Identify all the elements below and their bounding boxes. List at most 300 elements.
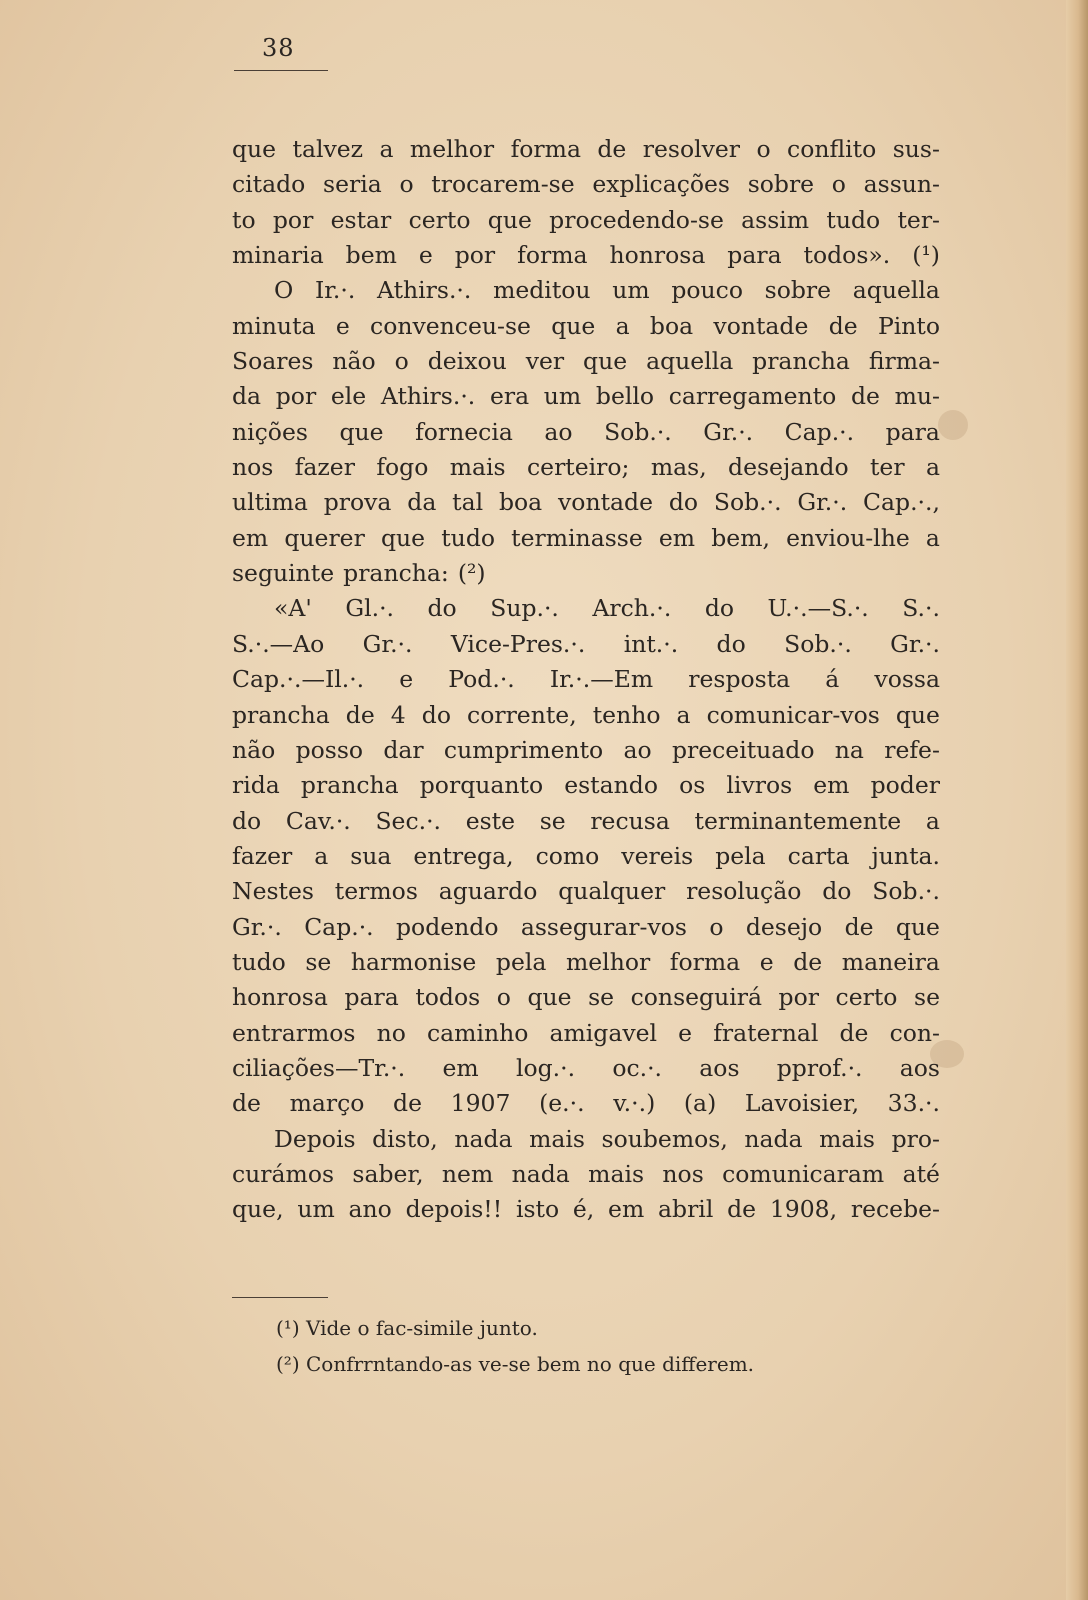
word: pela (495, 947, 547, 976)
text-line (232, 556, 940, 591)
footnotes (276, 1310, 754, 1382)
word: nada (454, 1124, 513, 1153)
text-line (232, 379, 940, 414)
word: termos (334, 877, 418, 906)
text-line (232, 521, 940, 556)
word: Gr.·. (232, 912, 282, 941)
word: Cap.·.—Il.·. (232, 665, 365, 694)
word: Sob.·. (604, 417, 672, 446)
word: resolver (642, 135, 741, 163)
word: seria (323, 170, 382, 199)
word: preceituado (671, 735, 815, 764)
text-line (232, 1086, 940, 1121)
word: de (393, 1089, 422, 1118)
word: da (232, 382, 262, 411)
word: oc.·. (612, 1053, 663, 1082)
word: recebe- (850, 1195, 940, 1224)
word: to (232, 205, 256, 234)
word: do (716, 629, 746, 658)
word: prancha (752, 347, 850, 376)
word: á (825, 665, 840, 694)
word: não (332, 347, 376, 376)
word: (a) (683, 1089, 717, 1118)
word: em (608, 1195, 645, 1224)
word: e (399, 665, 414, 694)
word: S.·.—Ao (232, 629, 325, 658)
word: deixou (427, 347, 507, 376)
word: desejando (728, 453, 849, 482)
text-line (232, 698, 940, 733)
word: do (232, 806, 262, 835)
word: corrente, (467, 700, 577, 729)
word: ter (869, 453, 905, 482)
word: para (344, 983, 399, 1012)
word: log.·. (515, 1053, 576, 1082)
word: ultima (232, 488, 308, 517)
word: rida (232, 771, 280, 800)
word: a (925, 453, 940, 482)
word: o (394, 347, 409, 376)
word: por (275, 382, 317, 411)
word: minuta (232, 311, 316, 340)
word: da (407, 488, 437, 517)
word: nem (441, 1159, 494, 1188)
word: forma (517, 241, 588, 270)
word: que (339, 417, 384, 446)
word: prancha (300, 771, 399, 800)
word: mais (819, 1124, 875, 1153)
text-line (232, 874, 940, 909)
word: curámos (232, 1159, 335, 1188)
word: 1907 (450, 1089, 511, 1118)
word: entrarmos (232, 1018, 356, 1047)
word: terminasse (511, 523, 643, 552)
word: a (925, 523, 940, 552)
word: na (834, 735, 864, 764)
word: que (232, 135, 277, 163)
text-line (232, 273, 940, 308)
word: S.·. (902, 594, 940, 623)
word: março (289, 1089, 365, 1118)
paper-stain (938, 410, 968, 440)
word: conflito (787, 135, 877, 163)
word: Depois (274, 1124, 356, 1153)
word: ele (330, 382, 367, 411)
word: terminantemente (694, 806, 902, 835)
word: porquanto (419, 771, 544, 800)
word: Sob.·. (784, 629, 852, 658)
word: a (379, 135, 394, 163)
word: ano (348, 1195, 392, 1224)
word: Gr.·. (362, 629, 413, 658)
word: um (612, 276, 650, 305)
word: Soares (232, 347, 314, 376)
word: aquella (852, 276, 940, 305)
word: que (380, 523, 426, 552)
word: o (831, 170, 846, 199)
word: soubemos, (601, 1124, 728, 1153)
text-line (232, 1051, 940, 1086)
text-line (232, 945, 940, 980)
word: dar (383, 735, 424, 764)
footnote: (¹) Vide o fac-simile junto. (276, 1316, 538, 1340)
word: fraternal (713, 1018, 819, 1047)
word: prova (323, 488, 392, 517)
word: mu- (894, 382, 940, 411)
word: int.·. (623, 629, 679, 658)
word: firma- (868, 347, 940, 376)
word: pouco (671, 276, 743, 305)
word: de (839, 1018, 869, 1047)
text-line (232, 203, 940, 238)
word: junta. (871, 841, 940, 870)
word: se (305, 947, 332, 976)
word: (e.·. (539, 1089, 585, 1118)
word: depois!! (405, 1195, 503, 1224)
word: citado (232, 170, 306, 199)
word: Cap.·., (863, 488, 940, 517)
word: vontade (558, 488, 653, 517)
word: bello (595, 382, 655, 411)
word: disto, (372, 1124, 438, 1153)
text-line (232, 132, 940, 167)
word: Athirs.·. (377, 276, 472, 305)
word: amigavel (549, 1018, 658, 1047)
word: poder (870, 771, 940, 800)
text-line (232, 733, 940, 768)
word: aos (699, 1053, 740, 1082)
text-line (232, 627, 940, 662)
word: Pod.·. (448, 665, 515, 694)
word: que (487, 205, 532, 234)
word: Sup.·. (490, 594, 559, 623)
word: nada (511, 1159, 570, 1188)
word: o (399, 170, 414, 199)
word: Sob.·. (872, 877, 940, 906)
word: como (535, 841, 600, 870)
word: Cap.·. (304, 912, 374, 941)
word: do (704, 594, 735, 623)
footnote-rule (232, 1297, 328, 1298)
text-line (232, 768, 940, 803)
word: o (709, 912, 724, 941)
word: vossa (874, 665, 940, 694)
word: de (844, 912, 874, 941)
word: prancha: (343, 559, 449, 588)
word: U.·.—S.·. (767, 594, 869, 623)
word: Gr.·. (797, 488, 848, 517)
word: a (925, 806, 940, 835)
word: tudo (232, 947, 286, 976)
text-line (232, 910, 940, 945)
word: assim (741, 205, 810, 234)
word: posso (295, 735, 364, 764)
word: de (793, 947, 823, 976)
word: querer (284, 523, 365, 552)
word: con- (889, 1018, 940, 1047)
word: entrega, (413, 841, 514, 870)
text-line (232, 309, 940, 344)
word: nos (662, 1159, 704, 1188)
word: conseguirá (630, 983, 762, 1012)
text-line (232, 415, 940, 450)
word: melhor (565, 947, 651, 976)
word: livros (726, 771, 793, 800)
word: harmonise (350, 947, 477, 976)
word: pro- (891, 1124, 940, 1153)
word: meditou (493, 276, 591, 305)
word: em (232, 523, 269, 552)
word: aos (899, 1053, 940, 1082)
word: ao (544, 417, 573, 446)
word: todos (415, 983, 481, 1012)
word: certo (408, 205, 471, 234)
word: caminho (426, 1018, 529, 1047)
word: «A' (274, 594, 312, 623)
word: de (345, 700, 375, 729)
word: se (914, 983, 940, 1012)
word: Gl.·. (345, 594, 395, 623)
word: (¹) (912, 241, 940, 270)
text-line (232, 450, 940, 485)
word: certo (835, 983, 898, 1012)
word: Ir.·. (314, 276, 356, 305)
word: vereis (621, 841, 694, 870)
word: mas, (650, 453, 707, 482)
word: comunicar-vos (706, 700, 880, 729)
word: melhor (409, 135, 495, 163)
word: em (658, 523, 696, 552)
word: para (885, 417, 940, 446)
word: não (232, 735, 276, 764)
word: resposta (688, 665, 791, 694)
word: enviou-lhe (786, 523, 910, 552)
word: por (272, 205, 314, 234)
word: era (489, 382, 530, 411)
word: este (465, 806, 516, 835)
word: fazer (232, 841, 293, 870)
word: sus- (892, 135, 940, 163)
text-line (232, 980, 940, 1015)
word: honrosa (609, 241, 706, 270)
text-line (232, 1192, 940, 1227)
word: isto (515, 1195, 560, 1224)
text-line (232, 591, 940, 626)
word: pprof.·. (776, 1053, 863, 1082)
word: tudo (826, 205, 881, 234)
text-line (232, 1157, 940, 1192)
word: Nestes (232, 877, 314, 906)
word: do (822, 877, 852, 906)
word: de (597, 135, 627, 163)
word: Cav.·. (285, 806, 351, 835)
word: explicações (592, 170, 730, 199)
word: boa (498, 488, 543, 517)
word: boa (649, 311, 694, 340)
word: do (421, 700, 451, 729)
word: em (442, 1053, 479, 1082)
word: talvez (292, 135, 364, 163)
word: abril (658, 1195, 714, 1224)
word: um (543, 382, 582, 411)
word: aquella (646, 347, 734, 376)
word: carta (787, 841, 850, 870)
word: para (727, 241, 782, 270)
word: e (335, 311, 350, 340)
word: os (679, 771, 706, 800)
word: que (527, 983, 572, 1012)
word: ter- (897, 205, 940, 234)
word: nições (232, 417, 308, 446)
text-line (232, 485, 940, 520)
footnote: (²) Confrrntando-as ve-se bem no que differem. (276, 1352, 755, 1376)
word: procedendo-se (549, 205, 724, 234)
word: que (895, 912, 940, 941)
word: ver (525, 347, 565, 376)
word: de (232, 1089, 261, 1118)
word: convenceu-se (370, 311, 531, 340)
word: no (376, 1018, 406, 1047)
word: 4 (390, 700, 406, 729)
word: maneira (841, 947, 940, 976)
text-line (232, 344, 940, 379)
word: Gr.·. (890, 629, 940, 658)
word: a (615, 311, 630, 340)
word: mais (588, 1159, 645, 1188)
word: Athirs.·. (380, 382, 476, 411)
word: ciliações—Tr.·. (232, 1053, 406, 1082)
word: vontade (713, 311, 809, 340)
word: Lavoisier, (744, 1089, 860, 1118)
word: e (418, 241, 433, 270)
word: refe- (884, 735, 940, 764)
word: estando (564, 771, 658, 800)
text-line (232, 167, 940, 202)
word: mais (529, 1124, 585, 1153)
word: pela (715, 841, 766, 870)
word: carregamento (668, 382, 837, 411)
word: assegurar-vos (520, 912, 687, 941)
word: saber, (352, 1159, 424, 1188)
word: de (850, 382, 880, 411)
page-number-rule (234, 70, 328, 71)
word: de (828, 311, 858, 340)
word: podendo (396, 912, 499, 941)
word: bem, (711, 523, 770, 552)
word: até (902, 1159, 940, 1188)
word: estar (330, 205, 392, 234)
word: mais (449, 453, 506, 482)
word: ao (623, 735, 652, 764)
word: qualquer (558, 877, 666, 906)
word: fazer (294, 453, 355, 482)
word: sua (350, 841, 392, 870)
word: e (759, 947, 774, 976)
word: o (756, 135, 771, 163)
text-line (232, 1016, 940, 1051)
word: do (427, 594, 457, 623)
word: prancha (232, 700, 330, 729)
text-line (232, 662, 940, 697)
word: todos». (803, 241, 891, 270)
word: sobre (764, 276, 832, 305)
text-line (232, 1122, 940, 1157)
word: tudo (441, 523, 496, 552)
word: um (297, 1195, 335, 1224)
body-text (232, 132, 940, 1228)
word: Gr.·. (703, 417, 754, 446)
word: honrosa (232, 983, 328, 1012)
word: 1908, (769, 1195, 838, 1224)
word: comunicaram (722, 1159, 885, 1188)
word: fogo (376, 453, 429, 482)
word: que (551, 311, 596, 340)
page-edge (1066, 0, 1088, 1600)
word: v.·.) (613, 1089, 656, 1118)
word: seguinte (232, 559, 335, 588)
word: aguardo (438, 877, 538, 906)
word: é, (572, 1195, 595, 1224)
word: se (539, 806, 566, 835)
word: Cap.·. (784, 417, 855, 446)
page-number: 38 (262, 34, 295, 62)
word: desejo (745, 912, 823, 941)
word: Vice-Pres.·. (450, 629, 586, 658)
word: Pinto (877, 311, 940, 340)
word: forma (510, 135, 581, 163)
word: cumprimento (443, 735, 604, 764)
text-line (232, 238, 940, 273)
word: Arch.·. (592, 594, 672, 623)
word: (²) (457, 559, 486, 588)
word: 33.·. (887, 1089, 940, 1118)
word: resolução (686, 877, 802, 906)
word: nada (744, 1124, 803, 1153)
word: tal (452, 488, 484, 517)
word: Sob.·. (713, 488, 782, 517)
word: a (676, 700, 691, 729)
word: tenho (592, 700, 661, 729)
word: Sec.·. (375, 806, 442, 835)
word: O (274, 276, 294, 305)
word: nos (232, 453, 274, 482)
word: o (496, 983, 511, 1012)
word: fornecia (415, 417, 513, 446)
word: forma (669, 947, 741, 976)
word: que (583, 347, 628, 376)
word: trocarem-se (431, 170, 575, 199)
word: por (454, 241, 496, 270)
word: que (895, 700, 940, 729)
word: recusa (590, 806, 670, 835)
word: a (314, 841, 329, 870)
word: em (813, 771, 850, 800)
word: de (727, 1195, 757, 1224)
word: Ir.·.—Em (549, 665, 654, 694)
word: e (678, 1018, 693, 1047)
word: bem (345, 241, 397, 270)
word: que, (232, 1195, 284, 1224)
text-line (232, 804, 940, 839)
word: se (588, 983, 615, 1012)
word: certeiro; (527, 453, 630, 482)
word: do (668, 488, 699, 517)
word: sobre (747, 170, 815, 199)
word: minaria (232, 241, 324, 270)
word: por (778, 983, 819, 1012)
text-line (232, 839, 940, 874)
word: assun- (863, 170, 940, 199)
